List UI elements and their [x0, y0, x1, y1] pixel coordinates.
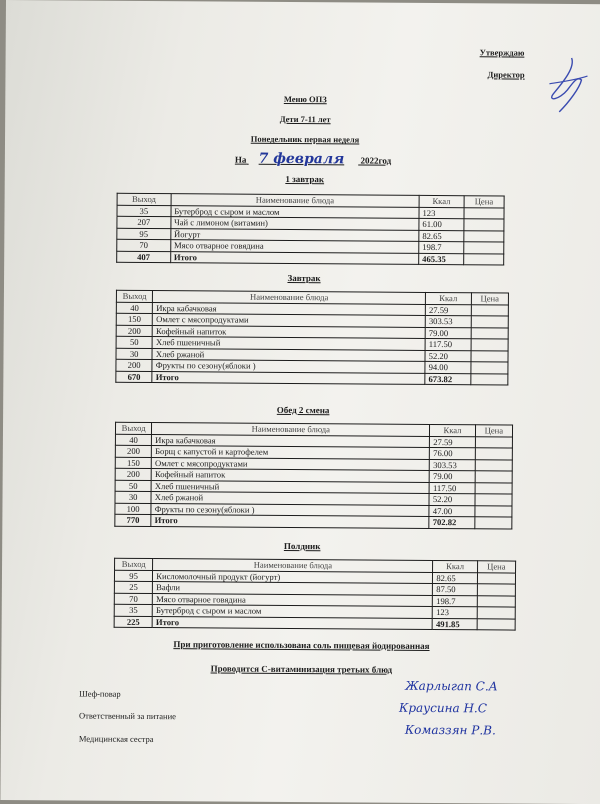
total-price	[463, 253, 503, 265]
total-price	[470, 373, 507, 385]
section-title: 1 завтрак	[285, 173, 325, 185]
row-output: 207	[117, 216, 171, 228]
row-price	[475, 494, 512, 506]
date-year: 2022год	[360, 155, 392, 166]
row-kcal: 27.59	[430, 436, 475, 448]
column-price: Цена	[464, 196, 504, 208]
row-output: 25	[114, 581, 152, 593]
row-output: 35	[117, 205, 171, 217]
row-price	[475, 459, 512, 471]
row-kcal: 82.65	[433, 572, 477, 584]
row-kcal: 198.7	[433, 595, 477, 607]
row-output: 50	[115, 480, 151, 492]
date-handwritten: 7 февраля	[258, 150, 345, 168]
row-price	[475, 471, 512, 483]
row-dish-name: Йогурт	[171, 228, 419, 241]
column-output: Выход	[115, 558, 153, 570]
menu-table-lunch	[114, 422, 513, 529]
row-output: 95	[117, 228, 171, 240]
row-price	[464, 219, 504, 231]
row-kcal: 27.59	[425, 304, 471, 316]
row-dish-name: Кофейный напиток	[151, 469, 429, 482]
row-price	[471, 350, 508, 362]
total-label: Итого	[152, 616, 432, 629]
column-kcal: Ккал	[430, 424, 475, 436]
row-dish-name: Хлеб пшеничный	[152, 337, 425, 350]
row-output: 200	[116, 325, 152, 337]
row-dish-name: Бутерброд с сыром и маслом	[171, 205, 419, 218]
row-dish-name: Мясо отварное говядина	[170, 240, 418, 253]
row-output: 30	[116, 348, 152, 360]
director-signature	[541, 54, 591, 116]
table-body	[116, 290, 509, 385]
row-price	[477, 584, 515, 596]
column-price: Цена	[477, 561, 515, 573]
menu-table-breakfast	[115, 290, 509, 386]
row-dish-name: Чай с лимоном (витамин)	[171, 217, 419, 230]
menu-table-breakfast-1	[116, 193, 504, 266]
row-output: 35	[114, 604, 152, 616]
row-price	[470, 362, 507, 374]
table-body	[117, 193, 504, 265]
row-output: 200	[116, 359, 152, 371]
column-name: Наименование блюда	[152, 423, 430, 436]
row-kcal: 47.00	[429, 505, 474, 517]
vitamin-note: Проводится С-витаминизация третьих блюд	[210, 663, 393, 675]
age-group: Дети 7-11 лет	[279, 113, 331, 125]
row-dish-name: Борщ с капустой и картофелем	[152, 446, 430, 459]
row-output: 70	[117, 239, 171, 251]
row-dish-name: Хлеб ржаной	[152, 348, 425, 361]
row-kcal: 123	[433, 606, 477, 618]
row-dish-name: Вафли	[153, 582, 433, 595]
total-output: 770	[115, 514, 151, 526]
row-output: 70	[114, 593, 152, 605]
row-kcal: 117.50	[429, 482, 474, 494]
row-kcal: 52.20	[429, 493, 474, 505]
row-kcal: 303.53	[425, 315, 471, 327]
column-output: Выход	[116, 290, 152, 302]
week-day: Понедельник первая неделя	[250, 133, 360, 145]
staff-role: Шеф-повар	[79, 688, 121, 699]
row-price	[471, 327, 508, 339]
total-kcal: 673.82	[425, 373, 471, 385]
row-kcal: 61.00	[419, 218, 464, 230]
column-name: Наименование блюда	[153, 291, 426, 304]
row-kcal: 117.50	[425, 338, 471, 350]
row-kcal: 303.53	[430, 459, 475, 471]
chef-signature: Жарлыгап С.А	[405, 678, 498, 694]
row-output: 200	[115, 468, 151, 480]
staff-role: Ответственный за питание	[78, 710, 176, 722]
row-output: 40	[116, 302, 152, 314]
date-line	[235, 151, 391, 168]
row-output: 150	[115, 457, 151, 469]
row-dish-name: Фрукты по сезону(яблоки )	[151, 503, 429, 516]
row-kcal: 76.00	[430, 447, 475, 459]
menu-title: Меню ОПЗ	[283, 93, 327, 105]
row-dish-name: Хлеб пшеничный	[151, 480, 429, 493]
row-kcal: 198.7	[419, 241, 464, 253]
total-kcal: 465.35	[419, 253, 464, 265]
row-dish-name: Фрукты по сезону(яблоки )	[152, 360, 425, 373]
section-title: Завтрак	[287, 272, 321, 284]
row-output: 95	[114, 570, 152, 582]
column-output: Выход	[115, 422, 151, 434]
column-kcal: Ккал	[433, 560, 477, 572]
approval-label: Утверждаю	[479, 47, 525, 58]
row-kcal: 87.50	[433, 583, 477, 595]
total-kcal: 702.82	[429, 516, 474, 528]
column-name: Наименование блюда	[171, 194, 419, 207]
row-output: 100	[115, 503, 151, 515]
total-kcal: 491.85	[432, 618, 476, 630]
row-price	[475, 448, 512, 460]
column-price: Цена	[475, 425, 512, 437]
row-output: 30	[115, 491, 151, 503]
row-price	[475, 505, 512, 517]
total-row	[116, 371, 508, 385]
row-kcal: 94.00	[425, 361, 471, 373]
nurse-signature: Комаззян Р.В.	[404, 722, 496, 738]
row-output: 50	[116, 336, 152, 348]
row-kcal: 79.00	[430, 470, 475, 482]
row-price	[471, 304, 508, 316]
total-label: Итого	[151, 515, 429, 528]
row-dish-name: Мясо отварное говядина	[153, 593, 433, 606]
row-kcal: 123	[419, 207, 464, 219]
menu-table-snack	[114, 558, 516, 631]
section-title: Обед 2 смена	[276, 404, 330, 416]
row-kcal: 82.65	[419, 230, 464, 242]
row-price	[463, 242, 503, 254]
section-title: Полдник	[283, 540, 321, 552]
row-price	[477, 572, 515, 584]
total-output: 407	[117, 251, 171, 263]
row-kcal: 79.00	[425, 327, 471, 339]
total-label: Итого	[170, 251, 418, 264]
staff-role: Медицинская сестра	[78, 733, 154, 745]
row-dish-name: Омлет с мясопродуктами	[151, 457, 429, 470]
row-price	[475, 436, 512, 448]
row-output: 200	[115, 445, 151, 457]
column-kcal: Ккал	[419, 195, 464, 207]
row-dish-name: Икра кабачковая	[153, 302, 426, 315]
row-dish-name: Икра кабачковая	[152, 434, 430, 447]
row-output: 150	[116, 313, 152, 325]
row-dish-name: Бутерброд с сыром и маслом	[152, 605, 432, 618]
row-price	[475, 482, 512, 494]
row-price	[464, 230, 504, 242]
row-price	[477, 595, 515, 607]
table-body	[114, 558, 515, 630]
total-price	[477, 618, 515, 630]
total-label: Итого	[152, 371, 425, 384]
row-price	[464, 207, 504, 219]
total-row	[115, 514, 512, 528]
total-row	[114, 616, 515, 630]
total-row	[117, 251, 504, 265]
responsible-signature: Краусина Н.С	[399, 700, 487, 716]
date-prefix: На	[234, 154, 247, 165]
column-name: Наименование блюда	[153, 559, 433, 572]
row-dish-name: Кисломолочный продукт (йогурт)	[153, 570, 433, 583]
column-price: Цена	[471, 293, 508, 305]
column-kcal: Ккал	[426, 292, 472, 304]
row-price	[477, 607, 515, 619]
table-body	[115, 422, 513, 528]
column-output: Выход	[117, 193, 171, 205]
total-output: 225	[114, 616, 152, 628]
row-dish-name: Кофейный напиток	[153, 325, 426, 338]
salt-note: При приготовление использована соль пищевая йодированная	[173, 639, 430, 651]
total-output: 670	[116, 371, 152, 383]
row-price	[471, 316, 508, 328]
total-price	[475, 517, 512, 529]
row-dish-name: Омлет с мясопродуктами	[153, 314, 426, 327]
row-kcal: 52.20	[425, 350, 471, 362]
row-dish-name: Хлеб ржаной	[151, 492, 429, 505]
row-price	[471, 339, 508, 351]
director-label: Директор	[487, 69, 525, 80]
row-output: 40	[115, 434, 151, 446]
